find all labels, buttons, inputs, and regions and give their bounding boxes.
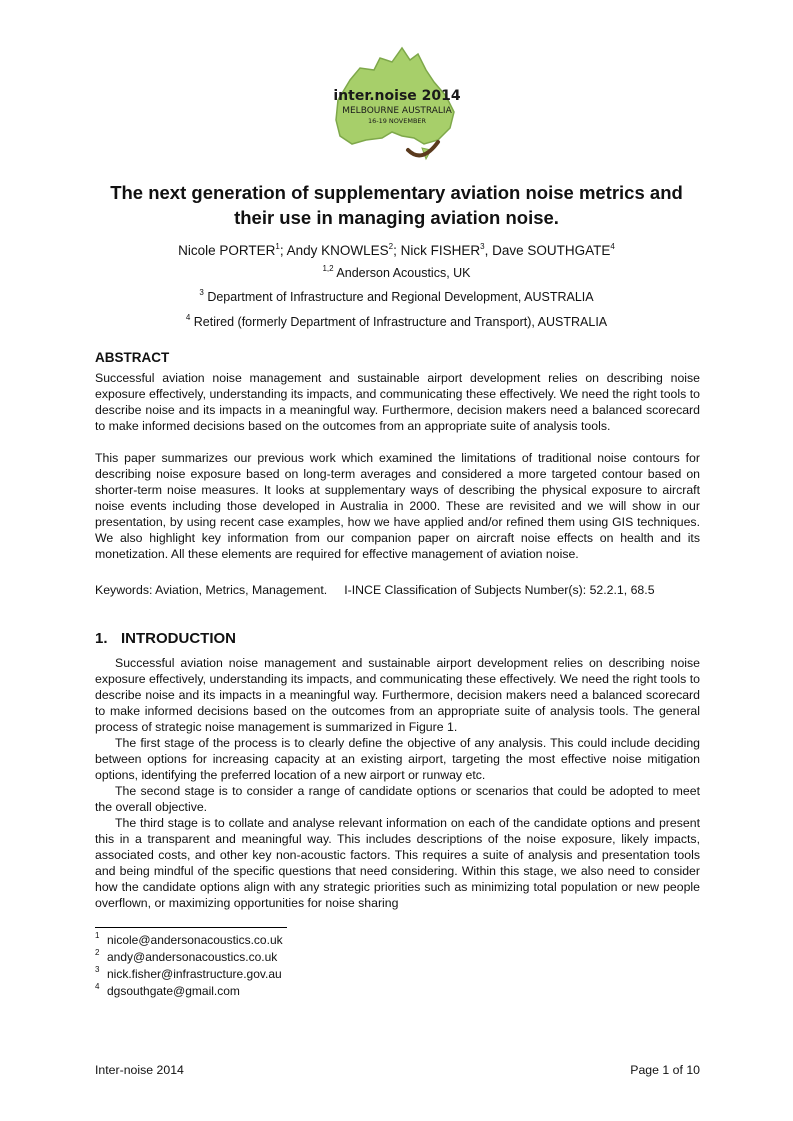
footnote-email: nicole@andersonacoustics.co.uk bbox=[107, 933, 283, 947]
section-title: INTRODUCTION bbox=[121, 630, 236, 647]
author-separator: , bbox=[484, 243, 493, 258]
classification-text: I-INCE Classification of Subjects Number(s): 52.2.1, 68.5 bbox=[344, 583, 655, 597]
body-paragraph: The first stage of the process is to clearly define the objective of any analysis. This could include deciding between options for increasing capacity at an existing airport, targeting the most effective noise mitigation options, identifying the preferred location of a new airport or runway etc. bbox=[95, 736, 700, 782]
footnote-divider bbox=[95, 927, 287, 928]
author-separator: ; bbox=[279, 243, 287, 258]
footnote-email: andy@andersonacoustics.co.uk bbox=[107, 950, 278, 964]
body-paragraph: Successful aviation noise management and sustainable airport development relies on describing noise exposure effectively, understanding its impacts, and communicating these effectively. We need the right tools to describe noise and its impacts in a meaningful way. Furthermore, decision makers need a balanced scorecard to make informed decisions based on the outcomes from an appropriate suite of analysis tools. The general process of strategic noise management is summarized in Figure 1. bbox=[95, 656, 700, 734]
footnotes bbox=[95, 932, 283, 1000]
abstract-paragraph-2: This paper summarizes our previous work which examined the limitations of traditional noise contours for describing noise exposure based on long-term averages and considered a more targeted contour based on shorter-term noise measures. It looks at supplementary ways of describing the physical exposure to aircraft noise events including those developed in Australia in 2000. These are revisited and we will show in our presentation, by using recent case examples, how we have applied and/or refined them using GIS techniques. We also highlight key information from our companion paper on aircraft noise effects on health and its monetization. All these elements are required for effective management of aviation noise. bbox=[95, 451, 700, 561]
author-list bbox=[0, 243, 793, 258]
author-separator: ; bbox=[393, 243, 401, 258]
footnote-email: nick.fisher@infrastructure.gov.au bbox=[107, 967, 282, 981]
author-name: Andy KNOWLES bbox=[286, 243, 389, 258]
author-name: Dave SOUTHGATE bbox=[492, 243, 611, 258]
author-sup: 1 bbox=[275, 242, 280, 251]
footnote-item: $^4$ dgsouthgate@gmail.com bbox=[95, 982, 240, 998]
author-sup: 3 bbox=[480, 242, 485, 251]
affiliation-text: Retired (formerly Department of Infrastructure and Transport), AUSTRALIA bbox=[193, 315, 608, 329]
section-body bbox=[95, 655, 700, 911]
logo-line2: MELBOURNE AUSTRALIA bbox=[342, 106, 452, 116]
author-sup: 2 bbox=[388, 242, 394, 251]
affiliation-sup: 3 bbox=[199, 288, 204, 297]
body-paragraph: The third stage is to collate and analyse relevant information on each of the candidate options and present this in a transparent and meaningful way. This includes descriptions of the noise exposure, likely impacts, associated costs, and other key non-acoustic factors. This requires a suite of analysis and presentation tools and being mindful of the specific questions that need considering. Within this stage, we also need to consider how the candidate options align with any strategic priorities such as minimizing total population or new people overflown, or maximizing opportunities for noise sharing bbox=[95, 816, 700, 910]
affiliation-text: Department of Infrastructure and Regional Development, AUSTRALIA bbox=[207, 290, 594, 304]
keywords-text: Keywords: Aviation, Metrics, Management. bbox=[95, 583, 328, 597]
affiliation-2 bbox=[0, 290, 793, 304]
footnote-item: $^1$ nicole@andersonacoustics.co.uk bbox=[95, 931, 283, 947]
paper-title bbox=[60, 180, 733, 230]
logo-line3: 16-19 NOVEMBER bbox=[367, 117, 427, 125]
affiliation-3 bbox=[0, 315, 793, 329]
affiliation-1 bbox=[0, 266, 793, 280]
author-name: Nick FISHER bbox=[400, 243, 481, 258]
author-name: Nicole PORTER bbox=[178, 243, 276, 258]
title-line-2: their use in managing aviation noise. bbox=[234, 207, 559, 228]
abstract-paragraph-1: Successful aviation noise management and sustainable airport development relies on describing noise exposure effectively, understanding its impacts, and communicating these effectively. We need the right tools to describe noise and its impacts in a meaningful way. Furthermore, decision makers need a balanced scorecard to make informed decisions based on the outcomes from an appropriate suite of analysis tools. bbox=[95, 371, 700, 433]
abstract-heading: ABSTRACT bbox=[95, 350, 170, 365]
footer-page-number: Page 1 of 10 bbox=[630, 1063, 700, 1077]
affiliation-sup: 4 bbox=[185, 313, 191, 322]
australia-map-icon bbox=[322, 40, 472, 165]
footer-conference: Inter-noise 2014 bbox=[95, 1063, 184, 1077]
logo-line1: inter.noise 2014 bbox=[333, 88, 461, 104]
keywords-line bbox=[95, 583, 655, 597]
affiliation-sup: 1,2 bbox=[322, 264, 334, 273]
affiliation-text: Anderson Acoustics, UK bbox=[336, 266, 471, 280]
section-number: 1. bbox=[95, 630, 108, 647]
section-heading bbox=[95, 630, 236, 647]
author-sup: 4 bbox=[610, 242, 615, 251]
body-paragraph: The second stage is to consider a range of candidate options or scenarios that could be adopted to meet the overall objective. bbox=[95, 784, 700, 814]
title-line-1: The next generation of supplementary aviation noise metrics and bbox=[110, 182, 683, 203]
footnote-item: $^2$ andy@andersonacoustics.co.uk bbox=[95, 948, 278, 964]
conference-logo bbox=[322, 40, 472, 165]
footnote-email: dgsouthgate@gmail.com bbox=[107, 984, 240, 998]
footnote-item: $^3$ nick.fisher@infrastructure.gov.au bbox=[95, 965, 282, 981]
